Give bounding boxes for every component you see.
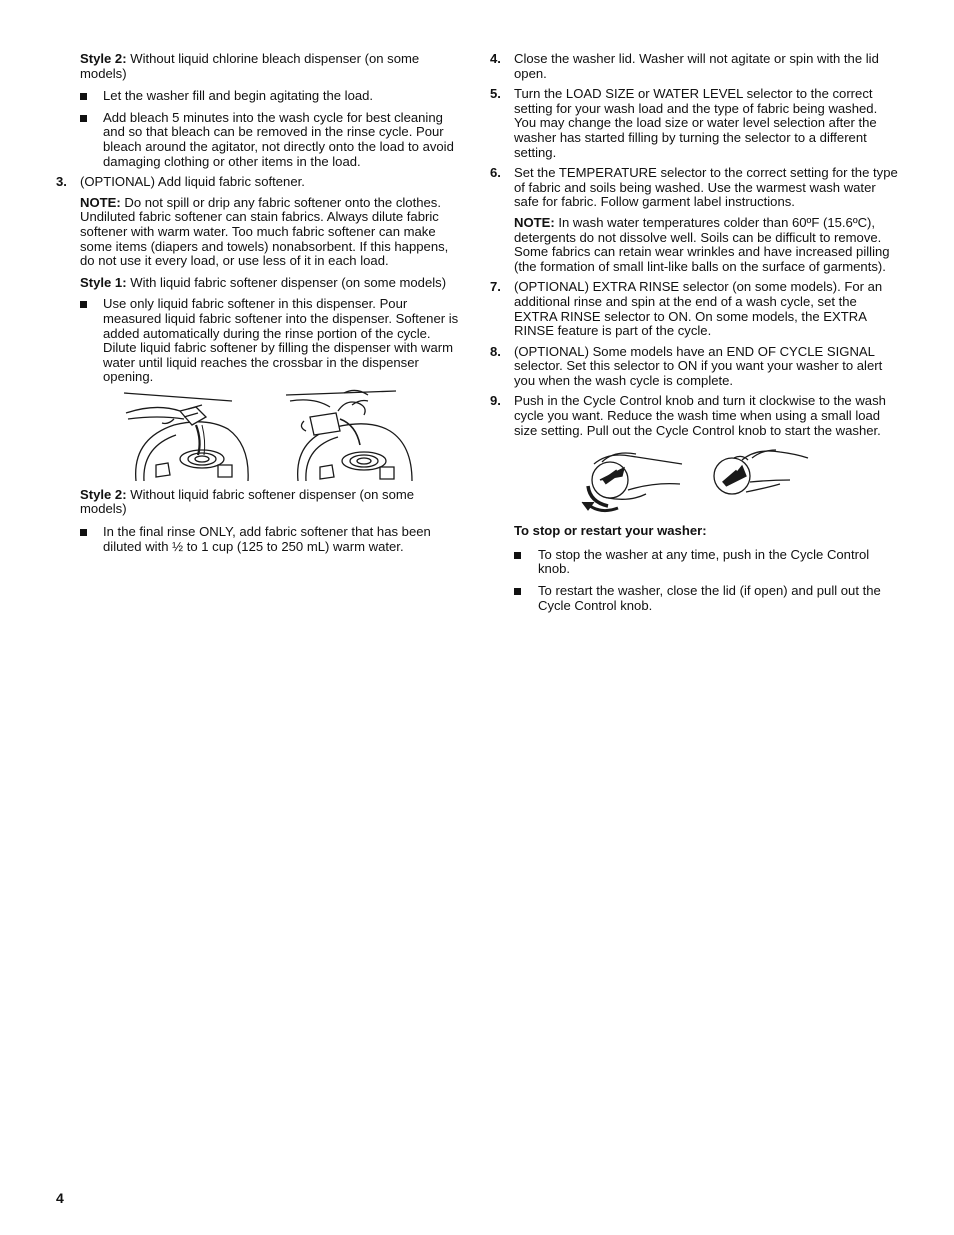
bullet-icon: [80, 93, 87, 100]
list-item: To restart the washer, close the lid (if open) and pull out the Cycle Control knob.: [490, 584, 898, 613]
list-item: Use only liquid fabric softener in this dispenser. Pour measured liquid fabric softener into the dispenser. Softener is added automatically during the rinse portion of the cycle. Dilute liquid fabric softener by filling the dispenser with warm water until liquid reaches the crossbar in the dispenser opening.: [56, 297, 464, 385]
bullet-icon: [80, 529, 87, 536]
step-number: 5.: [490, 86, 501, 102]
step-number: 9.: [490, 393, 501, 409]
bullet-icon: [514, 552, 521, 559]
style1-softener-paragraph: Style 1: With liquid fabric softener dispenser (on some models): [80, 274, 447, 290]
style-label: Style 1:: [80, 274, 127, 290]
step-number: 4.: [490, 51, 501, 66]
note-label: NOTE:: [80, 194, 121, 210]
step-7: 7. (OPTIONAL) EXTRA RINSE selector (on some models). For an additional rinse and spin at the end of a wash cycle, set the EXTRA RINSE selector to ON. On some models, the EXTRA RINSE feature is part of the cycle.: [490, 279, 883, 339]
page-number: 4: [56, 1190, 64, 1206]
style-text: Without liquid chlorine bleach dispenser (on some models): [80, 51, 420, 81]
step-number: 3.: [56, 174, 67, 190]
step-3: 3. (OPTIONAL) Add liquid fabric softener.: [56, 174, 305, 190]
right-column: [490, 52, 898, 613]
list-item: In the final rinse ONLY, add fabric softener that has been diluted with ½ to 1 cup (125 to 250 mL) warm water.: [56, 525, 464, 554]
note-paragraph: NOTE: Do not spill or drip any fabric softener onto the clothes. Undiluted fabric softener can stain fabrics. Always dilute fabric softener with warm water. Too much fabric softener can make some items (diapers and towels) nonabsorbent. If this happens, do not use it every load, or use less of it in each load.: [80, 194, 449, 269]
step-5: 5. Turn the LOAD SIZE or WATER LEVEL selector to the correct setting for your wash load and the type of fabric being washed. You may change the load size or water level selection after the washer has started filling by turning the selector to a different setting.: [490, 86, 878, 160]
list-item: To stop the washer at any time, push in the Cycle Control knob.: [490, 548, 898, 577]
fabric-softener-illustration: [56, 389, 464, 481]
step-4: 4. Close the washer lid. Washer will not agitate or spin with the lid open.: [490, 51, 879, 81]
list-item: Let the washer fill and begin agitating the load.: [56, 89, 464, 104]
stop-restart-heading: To stop or restart your washer:: [514, 523, 707, 539]
style2-bleach-paragraph: [56, 52, 464, 81]
style-label: Style 2:: [80, 51, 127, 66]
cycle-control-knob-illustration: [490, 446, 898, 516]
step-number: 7.: [490, 279, 501, 295]
bullet-icon: [80, 115, 87, 122]
step-9: 9. Push in the Cycle Control knob and turn it clockwise to the wash cycle you want. Reduce the wash time when using a small load size setting. Pull out the Cycle Control knob to start the washer.: [490, 393, 886, 438]
left-column: [56, 52, 464, 554]
pull-out-knob-icon: [714, 450, 808, 494]
pouring-softener-icon: [124, 393, 248, 481]
note-label: NOTE:: [514, 214, 555, 230]
step-number: 8.: [490, 343, 501, 359]
list-item: Add bleach 5 minutes into the wash cycle for best cleaning and so that bleach can be removed in the rinse cycle. Pour bleach around the agitator, not directly onto the load to avoid damaging clothing or other items in the load.: [56, 111, 464, 169]
bullet-icon: [80, 301, 87, 308]
push-turn-knob-icon: [582, 453, 682, 511]
step-6: 6. Set the TEMPERATURE selector to the correct setting for the type of fabric and soils being washed. Use the warmest wash water safe for fabric. Follow garment label instructions.: [490, 165, 898, 210]
step-8: 8. (OPTIONAL) Some models have an END OF CYCLE SIGNAL selector. Set this selector to ON if you want your washer to alert you when the wash cycle is complete.: [490, 343, 883, 388]
pouring-cup-icon: [286, 390, 412, 481]
note-paragraph: NOTE: In wash water temperatures colder than 60ºF (15.6ºC), detergents do not dissolve well. Soils can be difficult to remove. Some fabrics can retain wear wrinkles and have increased pilling (the formation of small lint-like balls on the surface of garments).: [514, 214, 890, 274]
style2-softener-paragraph: Style 2: Without liquid fabric softener dispenser (on some models): [80, 486, 415, 517]
step-number: 6.: [490, 165, 501, 181]
bullet-icon: [514, 588, 521, 595]
style-label: Style 2:: [80, 486, 127, 502]
